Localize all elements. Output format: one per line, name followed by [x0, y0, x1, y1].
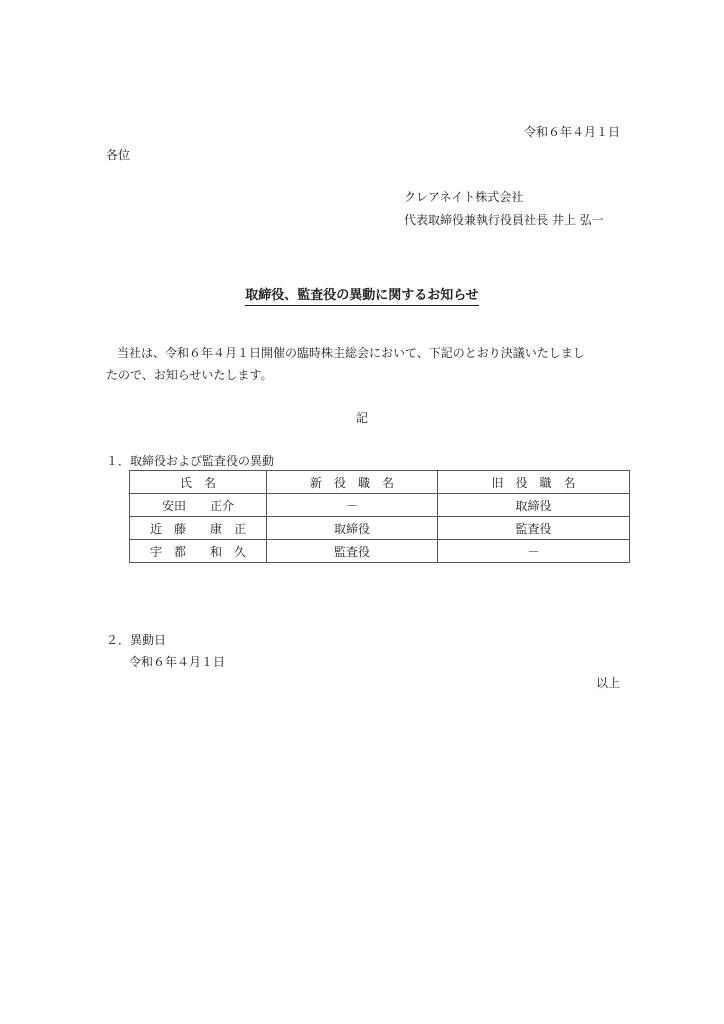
body-line-2: たので、お知らせいたします。: [106, 368, 273, 382]
cell-old-position: －: [438, 540, 630, 563]
closing-mark: 以上: [595, 676, 620, 690]
recipient: 各位: [106, 148, 131, 162]
column-header-name: 氏 名: [130, 471, 267, 494]
cell-old-position: 取締役: [438, 494, 630, 517]
table-row: [130, 517, 630, 540]
document-date: 令和６年４月１日: [523, 125, 620, 139]
ki-marker: 記: [355, 411, 368, 425]
company-name: クレアネイト株式会社: [404, 190, 524, 204]
cell-old-position: 監査役: [438, 517, 630, 540]
table-row: [130, 540, 630, 563]
cell-new-position: 取締役: [267, 517, 438, 540]
cell-new-position: －: [267, 494, 438, 517]
document-title-text: 取締役、監査役の異動に関するお知らせ: [245, 288, 479, 306]
representative-name: 代表取締役兼執行役員社長 井上 弘一: [404, 213, 604, 227]
personnel-change-table: [129, 470, 630, 563]
document-title: [0, 289, 724, 302]
section-1-heading: １．取締役および監査役の異動: [106, 454, 275, 468]
column-header-new-position: 新 役 職 名: [267, 471, 438, 494]
column-header-old-position: 旧 役 職 名: [438, 471, 630, 494]
table-row: [130, 494, 630, 517]
table-header-row: [130, 471, 630, 494]
body-line-1: 当社は、令和６年４月１日開催の臨時株主総会において、下記のとおり決議いたしまし: [117, 346, 585, 360]
cell-name: 安田 正介: [130, 494, 267, 517]
effective-date: 令和６年４月１日: [129, 655, 226, 669]
section-2-heading: ２．異動日: [106, 633, 167, 647]
cell-name: 宇 都 和 久: [130, 540, 267, 563]
cell-new-position: 監査役: [267, 540, 438, 563]
cell-name: 近 藤 康 正: [130, 517, 267, 540]
